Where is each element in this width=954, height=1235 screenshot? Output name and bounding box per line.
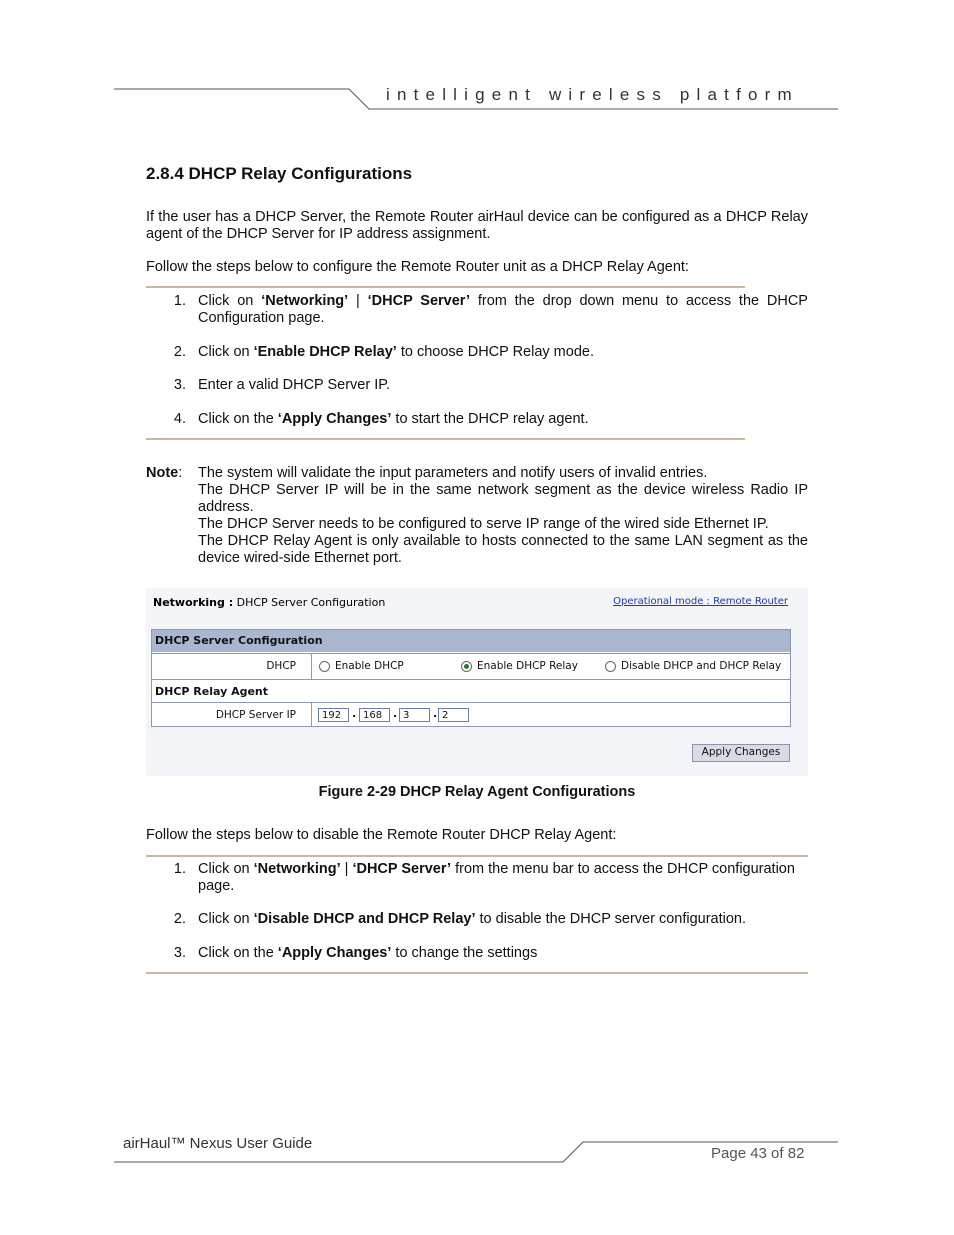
follow-steps-enable: Follow the steps below to configure the Remote Router unit as a DHCP Relay Agent: — [146, 259, 689, 275]
relay-agent-header-row — [152, 679, 790, 702]
note-line: The DHCP Server IP will be in the same network segment as the device wireless Radio IP address. — [198, 482, 808, 515]
header-tagline: intelligent wireless platform — [386, 85, 799, 104]
list-item — [146, 861, 808, 901]
step-number: 1. — [173, 861, 186, 877]
intro-paragraph: If the user has a DHCP Server, the Remote Router airHaul device can be configured as a DHCP Relay agent of the DHCP Server for IP address assignment. — [146, 209, 808, 242]
radio-label: Enable DHCP Relay — [477, 660, 578, 672]
apply-changes-button[interactable]: Apply Changes — [692, 744, 790, 762]
dhcp-label: DHCP — [266, 660, 296, 672]
radio-checked-icon — [461, 661, 472, 672]
step-number: 3. — [173, 945, 186, 961]
divider — [146, 855, 808, 857]
dhcp-config-figure — [146, 588, 808, 776]
step-number: 2. — [173, 344, 186, 360]
dhcp-server-config-panel — [151, 629, 791, 727]
step-number: 4. — [173, 411, 186, 427]
radio-disable-dhcp[interactable] — [605, 660, 781, 672]
list-item — [146, 911, 808, 931]
column-divider — [311, 703, 312, 727]
step-number: 3. — [173, 377, 186, 393]
radio-icon — [605, 661, 616, 672]
note-line: The DHCP Server needs to be configured to serve IP range of the wired side Ethernet IP. — [198, 516, 769, 532]
ip-dot: . — [393, 707, 398, 720]
server-ip-row — [152, 702, 790, 727]
operational-mode-link[interactable]: Operational mode : Remote Router — [613, 596, 788, 607]
step-text: Click on ‘Networking’ | ‘DHCP Server’ from the menu bar to access the DHCP configuration page. — [198, 861, 795, 894]
ip-octet-3-input[interactable]: 3 — [399, 708, 430, 722]
step-number: 1. — [173, 293, 186, 309]
note-line: The DHCP Relay Agent is only available to hosts connected to the same LAN segment as the device wired-side Ethernet port. — [198, 533, 808, 566]
divider — [146, 438, 745, 440]
step-text: Click on ‘Enable DHCP Relay’ to choose DHCP Relay mode. — [198, 344, 594, 360]
follow-steps-disable: Follow the steps below to disable the Remote Router DHCP Relay Agent: — [146, 827, 617, 843]
radio-icon — [319, 661, 330, 672]
note-label: Note: — [146, 465, 183, 481]
radio-enable-dhcp[interactable] — [319, 660, 404, 672]
radio-label: Enable DHCP — [335, 660, 404, 672]
step-text: Click on ‘Networking’ | ‘DHCP Server’ from the drop down menu to access the DHCP Configuration page. — [198, 293, 808, 326]
relay-agent-title: DHCP Relay Agent — [155, 685, 269, 698]
step-text: Click on the ‘Apply Changes’ to start the DHCP relay agent. — [198, 411, 589, 427]
ip-octet-4-input[interactable]: 2 — [438, 708, 469, 722]
list-item — [146, 377, 808, 397]
ip-dot: . — [433, 707, 438, 720]
ip-dot: . — [352, 707, 357, 720]
list-item — [146, 344, 808, 364]
radio-enable-dhcp-relay[interactable] — [461, 660, 578, 672]
list-item — [146, 293, 808, 333]
footer-page-number: Page 43 of 82 — [711, 1145, 805, 1162]
list-item — [146, 411, 808, 431]
ip-octet-2-input[interactable]: 168 — [359, 708, 390, 722]
radio-label: Disable DHCP and DHCP Relay — [621, 660, 782, 672]
column-divider — [311, 654, 312, 679]
divider — [146, 972, 808, 974]
divider — [146, 286, 745, 288]
step-number: 2. — [173, 911, 186, 927]
step-text: Click on ‘Disable DHCP and DHCP Relay’ to disable the DHCP server configuration. — [198, 911, 747, 927]
breadcrumb: Networking : DHCP Server Configuration — [153, 596, 386, 609]
figure-caption: Figure 2-29 DHCP Relay Agent Configurations — [318, 784, 636, 800]
step-text: Enter a valid DHCP Server IP. — [198, 377, 391, 393]
section-title: 2.8.4 DHCP Relay Configurations — [146, 164, 413, 183]
ip-octet-1-input[interactable]: 192 — [318, 708, 349, 722]
step-text: Click on the ‘Apply Changes’ to change the settings — [198, 945, 538, 961]
footer-guide-title: airHaul™ Nexus User Guide — [123, 1135, 313, 1152]
dhcp-mode-row — [152, 653, 790, 679]
note-text — [198, 465, 808, 567]
server-ip-label: DHCP Server IP — [215, 709, 296, 721]
list-item — [146, 945, 808, 965]
panel-title: DHCP Server Configuration — [152, 630, 790, 652]
note-line: The system will validate the input parameters and notify users of invalid entries. — [198, 465, 708, 481]
